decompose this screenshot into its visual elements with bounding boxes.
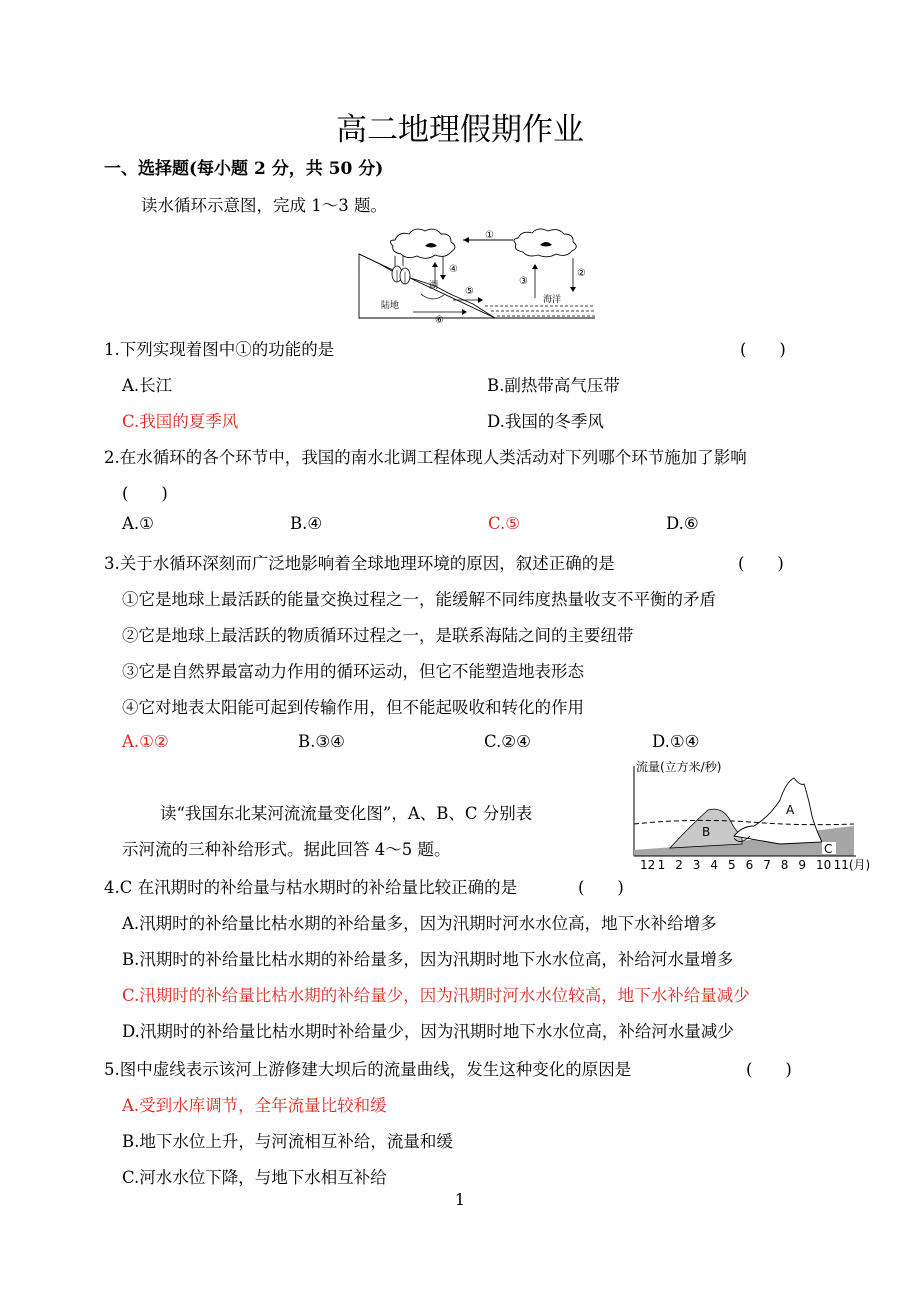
question-4-option-a: A.汛期时的补给量比枯水期的补给量多，因为汛期时河水水位高，地下水补给增多	[122, 914, 717, 933]
question-3-statement-2: ②它是地球上最活跃的物质循环过程之一，是联系海陆之间的主要纽带	[122, 626, 634, 645]
x-tick-labels	[640, 858, 870, 872]
intro-text-2-line-2: 示河流的三种补给形式。据此回答 4～5 题。	[122, 840, 451, 859]
x-tick-label: 8	[780, 858, 789, 872]
label-land: 陆地	[381, 301, 400, 311]
x-tick-label: 4	[710, 858, 719, 872]
question-5-option-b: B.地下水位上升，与河流相互补给，流量和缓	[122, 1132, 453, 1151]
series-a-area	[734, 778, 822, 844]
question-3-option-a: A.①②	[122, 732, 169, 751]
x-tick-label: 6	[745, 858, 754, 872]
question-3-statement-1: ①它是地球上最活跃的能量交换过程之一，能缓解不同纬度热量收支不平衡的矛盾	[122, 590, 716, 609]
question-3-stem: 3.关于水循环深刻而广泛地影响着全球地理环境的原因，叙述正确的是	[104, 554, 615, 573]
question-1-option-a: A.长江	[122, 376, 173, 395]
x-tick-label: 9	[798, 858, 807, 872]
arrow-5-head	[478, 297, 483, 303]
question-4-option-c: C.汛期时的补给量比枯水期的补给量少，因为汛期时河水水位较高，地下水补给量减少	[122, 986, 750, 1005]
question-4-option-d: D.汛期时的补给量比枯水期时补给量少，因为汛期时地下水水位高，补给河水量减少	[122, 1022, 734, 1041]
series-c-label: C	[824, 842, 833, 856]
chart-ylabel: 流量(立方米/秒)	[636, 760, 722, 774]
question-5-answer-blank: ( )	[746, 1060, 792, 1079]
question-4-option-b: B.汛期时的补给量比枯水期的补给量多，因为汛期时地下水水位高，补给河水量增多	[122, 950, 734, 969]
question-4-answer-blank: ( )	[578, 878, 624, 897]
question-1-option-d: D.我国的冬季风	[487, 412, 604, 431]
x-tick-label: 2	[675, 858, 683, 872]
question-2-option-c: C.⑤	[488, 514, 521, 533]
question-3-statement-4: ④它对地表太阳能可起到传输作用，但不能起吸收和转化的作用	[122, 698, 584, 717]
question-3-option-c: C.②④	[484, 732, 531, 751]
label-4: ④	[449, 264, 458, 275]
question-1-answer-blank: ( )	[740, 340, 786, 359]
page-number: 1	[454, 1190, 466, 1209]
label-ocean: 海洋	[543, 295, 562, 305]
x-tick-label: 10	[816, 858, 832, 872]
label-1: ①	[485, 230, 494, 241]
arrow-3-head	[532, 264, 538, 269]
question-2-option-a: A.①	[122, 514, 154, 533]
series-b-label: B	[702, 825, 711, 839]
section-heading: 一、选择题(每小题 2 分，共 50 分)	[104, 159, 384, 179]
question-2-option-d: D.⑥	[666, 514, 699, 533]
series-a-label: A	[786, 803, 795, 817]
question-1-stem: 1.下列实现着图中①的功能的是	[104, 340, 335, 359]
water-cycle-diagram	[355, 226, 600, 326]
arrow-head	[432, 262, 438, 267]
x-tick-label: 3	[692, 858, 701, 872]
dam-dashed-line	[634, 820, 854, 824]
question-5-stem: 5.图中虚线表示该河上游修建大坝后的流量曲线，发生这种变化的原因是	[104, 1060, 632, 1079]
label-6: ⑥	[435, 315, 444, 326]
intro-text-1: 读水循环示意图，完成 1～3 题。	[141, 196, 387, 215]
x-tick-label: 5	[728, 858, 736, 872]
question-2-option-b: B.④	[290, 514, 323, 533]
question-1-option-b: B.副热带高气压带	[487, 376, 620, 395]
x-tick-label: 7	[763, 858, 771, 872]
question-3-statement-3: ③它是自然界最富动力作用的循环运动，但它不能塑造地表形态	[122, 662, 584, 681]
river-flow-chart	[630, 756, 882, 874]
question-5-option-a: A.受到水库调节，全年流量比较和缓	[122, 1096, 387, 1115]
question-3-answer-blank: ( )	[738, 554, 784, 573]
arrow-2-head	[570, 287, 576, 292]
arrow-1-head	[463, 237, 469, 243]
question-2-answer-blank: ( )	[122, 484, 168, 503]
question-3-option-d: D.①④	[652, 732, 700, 751]
label-lake: 湖	[429, 281, 439, 291]
question-4-stem: 4.C 在汛期时的补给量与枯水期时的补给量比较正确的是	[104, 878, 518, 897]
cloud-left	[390, 229, 455, 258]
question-3-option-b: B.③④	[298, 732, 345, 751]
x-tick-label: 11(月)	[833, 858, 871, 872]
x-tick-label: 12	[640, 858, 656, 872]
question-2-stem: 2.在水循环的各个环节中，我国的南水北调工程体现人类活动对下列哪个环节施加了影响	[104, 448, 747, 467]
x-tick-label: 1	[657, 858, 666, 872]
intro-text-2-line-1: 读“我国东北某河流流量变化图”，A、B、C 分别表	[160, 804, 533, 823]
label-3: ③	[519, 276, 528, 287]
label-5: ⑤	[465, 286, 474, 297]
label-2: ②	[577, 268, 586, 279]
arrow-4-head	[440, 275, 446, 280]
page-title: 高二地理假期作业	[336, 112, 584, 148]
question-1-option-c: C.我国的夏季风	[122, 412, 239, 431]
question-5-option-c: C.河水水位下降，与地下水相互补给	[122, 1168, 387, 1187]
